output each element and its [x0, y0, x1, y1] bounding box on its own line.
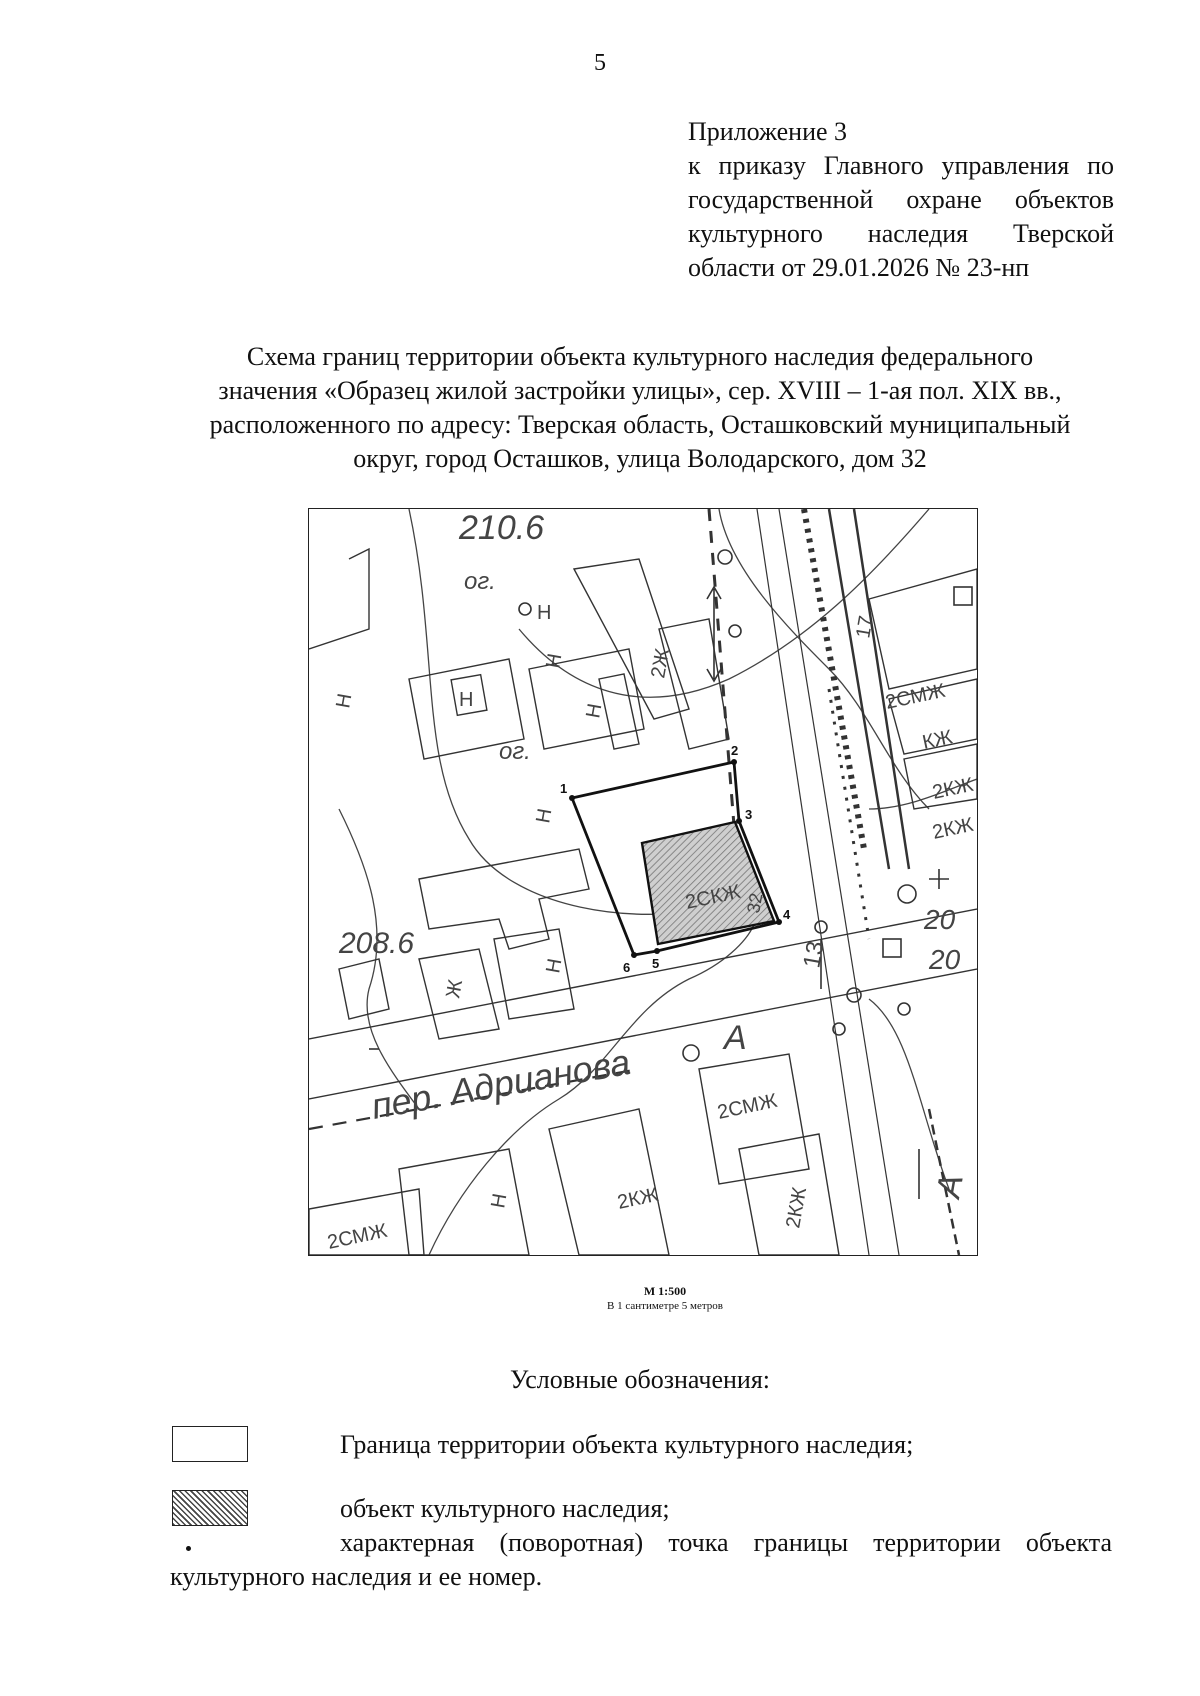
appendix-line: к приказу Главного управления по [688, 151, 1114, 180]
appendix-block [688, 115, 1114, 285]
boundary-map [308, 508, 978, 1256]
scale-description: В 1 сантиметре 5 метров [607, 1300, 723, 1312]
boundary-point-3 [736, 818, 742, 824]
number-label: 17 [852, 614, 878, 640]
boundary-point-5 [654, 948, 660, 954]
building-label: 2Ж [647, 646, 675, 680]
boundary-point-1 [569, 795, 575, 801]
point-label-1: 1 [560, 781, 568, 796]
building-label: Н [487, 1191, 512, 1210]
title-line: значения «Образец жилой застройки улицы», сер. XVIII – 1-ая пол. XIX вв., [218, 376, 1062, 405]
legend-boundary-text: Граница территории объекта культурного наследия; [340, 1430, 914, 1459]
garden-label: ог. [464, 568, 496, 595]
title-line: Схема границ территории объекта культурного наследия федерального [246, 342, 1034, 371]
map-scale [540, 1284, 790, 1314]
building-label: 2СМЖ [883, 679, 948, 714]
boundary-point-6 [631, 952, 637, 958]
elevation-label: 210.6 [459, 509, 545, 547]
scale-ratio: М 1:500 [643, 1284, 687, 1298]
point-label-6: 6 [623, 960, 631, 975]
building-label: Н [459, 689, 474, 711]
building-label: Н [542, 956, 567, 975]
number-label: 32 [743, 891, 767, 915]
street-name-label: пер. Адрианова [368, 1041, 634, 1127]
boundary-legend-symbol [172, 1426, 248, 1462]
point-label-5: 5 [652, 956, 660, 971]
building-label: 2КЖ [615, 1183, 661, 1214]
legend-object-text: объект культурного наследия; [340, 1494, 670, 1523]
building-label: Н [532, 806, 557, 825]
appendix-line: культурного наследия Тверской [688, 219, 1114, 248]
boundary-point-2 [731, 759, 737, 765]
building-label: Н [537, 602, 552, 624]
building-label: КЖ [920, 726, 955, 754]
building-label: 2КЖ [930, 813, 976, 844]
document-title [160, 340, 1120, 476]
legend-title: Условные обозначения: [509, 1365, 771, 1394]
appendix-line: области от 29.01.2026 № 23-нп [688, 253, 1030, 282]
point-label-4: 4 [783, 907, 791, 922]
point-label-2: 2 [731, 743, 739, 758]
building-label: Н [582, 701, 607, 720]
point-label-3: 3 [745, 807, 753, 822]
page-number: 5 [594, 50, 606, 76]
heritage-object [642, 822, 774, 944]
elevation-label: 20 [924, 904, 956, 935]
heritage-object-label: 2СКЖ [683, 880, 743, 914]
appendix-line: Приложение 3 [688, 117, 848, 146]
appendix-line: государственной охране объектов [688, 185, 1114, 214]
letter-label: А [929, 1171, 971, 1201]
map-drawing [309, 509, 977, 1255]
garden-label: ог. [499, 738, 531, 765]
building-label: 2СМЖ [325, 1219, 390, 1254]
legend-point-text: характерная (поворотная) точка границы территории объекта культурного наследия и ее номер. [170, 1528, 1112, 1591]
building-label: Ж [442, 977, 468, 1000]
elevation-label: 208.6 [339, 927, 415, 960]
number-label: 13 [798, 939, 830, 971]
title-line: расположенного по адресу: Тверская область, Осташковский муниципальный [209, 410, 1071, 439]
building-label: 2КЖ [930, 773, 976, 804]
title-line: округ, город Осташков, улица Володарского, дом 32 [353, 444, 927, 473]
letter-label: А [724, 1019, 747, 1057]
building-label: Н [332, 691, 357, 710]
building-label: 2СМЖ [715, 1089, 780, 1124]
building-label: 2КЖ [782, 1185, 812, 1230]
boundary-point-4 [776, 919, 782, 925]
building-label: Н [542, 651, 567, 670]
elevation-label: 20 [929, 944, 961, 975]
object-legend-symbol [172, 1490, 248, 1526]
